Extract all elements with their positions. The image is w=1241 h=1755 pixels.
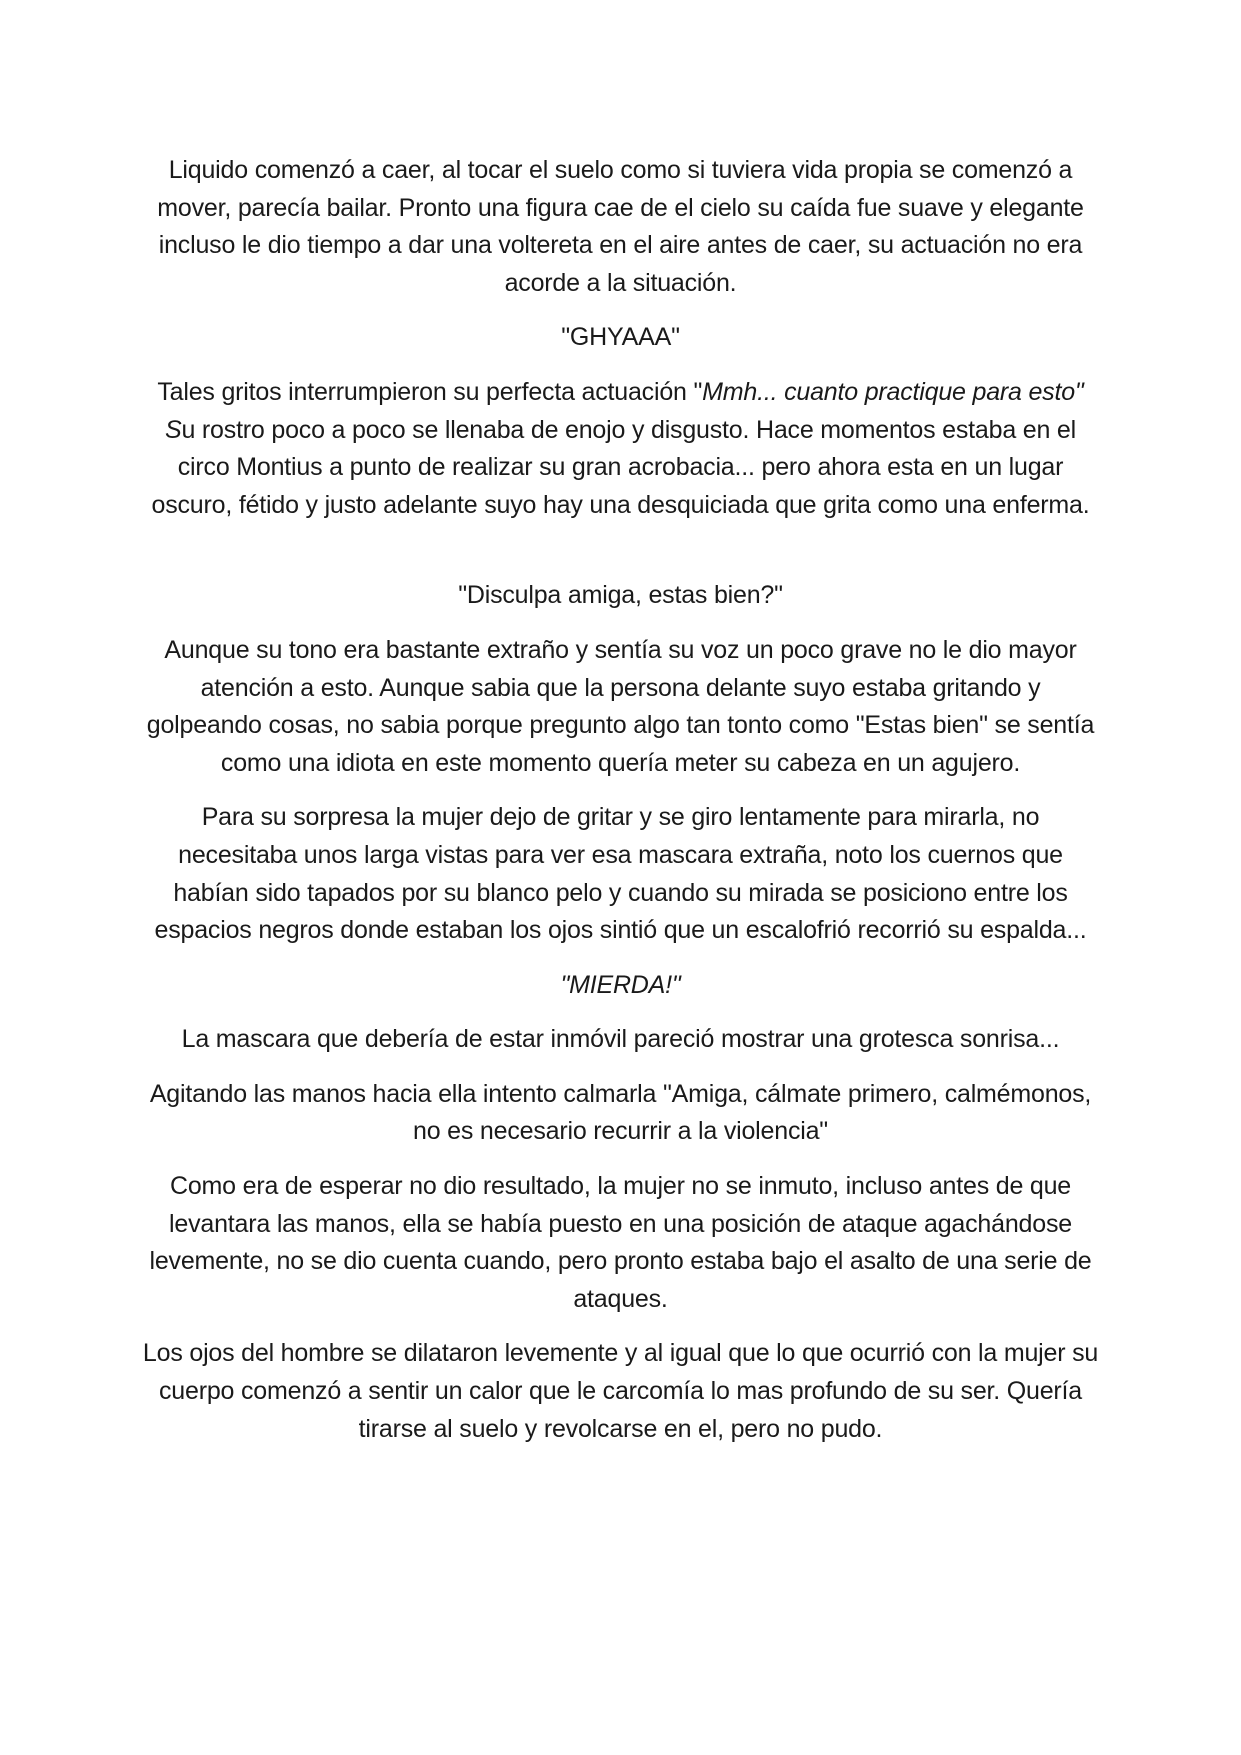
paragraph-7-italic: "MIERDA!" <box>560 970 681 999</box>
paragraph-10: Como era de esperar no dio resultado, la mujer no se inmuto, incluso antes de que levantara las manos, ella se había puesto en una posición de ataque agachándose levemente, no se dio cuenta cuando, pero pronto estaba bajo el asalto de una serie de ataques. <box>149 1172 1092 1313</box>
paragraph-4-dialogue: "Disculpa amiga, estas bien?" <box>458 581 783 610</box>
paragraph-3-start: Tales gritos interrumpieron su perfecta actuación " <box>157 377 703 406</box>
paragraph-3-end: u rostro poco a poco se llenaba de enojo y disgusto. Hace momentos estaba en el circo Montius a punto de realizar su gran acrobacia... pero ahora esta en un lugar oscuro, fétido y justo adelante suyo hay una desquiciada que grita como una enferma. <box>151 415 1090 519</box>
paragraph-3-italic-thought: Mmh... cuanto practique para esto" S <box>165 377 1084 444</box>
paragraph-7-exclamation <box>140 967 1101 1005</box>
paragraph-5: Aunque su tono era bastante extraño y sentía su voz un poco grave no le dio mayor atención a esto. Aunque sabia que la persona delante suyo estaba gritando y golpeando cosas, no sabia porque pregunto algo tan tonto como "Estas bien" se sentía como una idiota en este momento quería meter su cabeza en un agujero. <box>146 635 1095 777</box>
paragraph-spacer <box>140 541 1101 577</box>
paragraph-3 <box>140 374 1101 524</box>
paragraph-2-exclamation: "GHYAAA" <box>561 323 680 352</box>
document-body <box>140 152 1101 1465</box>
paragraph-11: Los ojos del hombre se dilataron levemente y al igual que lo que ocurrió con la mujer su cuerpo comenzó a sentir un calor que le carcomía lo mas profundo de su ser. Quería tirarse al suelo y revolcarse en el, pero no pudo. <box>142 1339 1099 1443</box>
paragraph-6: Para su sorpresa la mujer dejo de gritar y se giro lentamente para mirarla, no necesitaba unos larga vistas para ver esa mascara extraña, noto los cuernos que habían sido tapados por su blanco pelo y cuando su mirada se posiciono entre los espacios negros donde estaban los ojos sintió que un escalofrió recorrió su espalda... <box>154 803 1087 945</box>
paragraph-1: Liquido comenzó a caer, al tocar el suelo como si tuviera vida propia se comenzó a mover, parecía bailar. Pronto una figura cae de el cielo su caída fue suave y elegante incluso le dio tiempo a dar una voltereta en el aire antes de caer, su actuación no era acorde a la situación. <box>157 156 1084 297</box>
paragraph-9: Agitando las manos hacia ella intento calmarla "Amiga, cálmate primero, calmémonos, no es necesario recurrir a la violencia" <box>149 1079 1092 1146</box>
paragraph-8: La mascara que debería de estar inmóvil pareció mostrar una grotesca sonrisa... <box>181 1025 1060 1054</box>
